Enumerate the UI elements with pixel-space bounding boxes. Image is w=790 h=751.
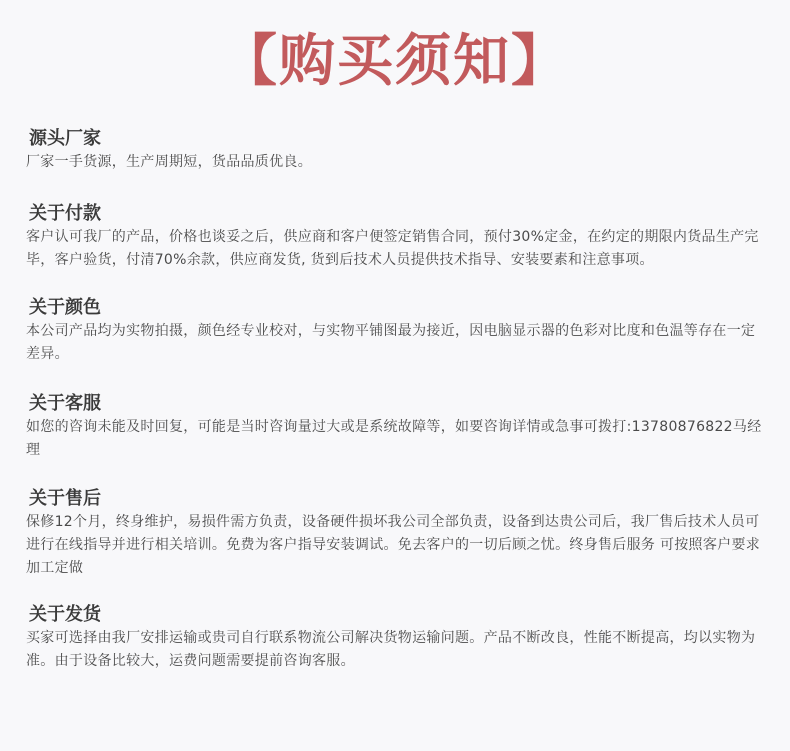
section-heading: 关于发货: [29, 604, 101, 625]
section-color: [26, 296, 766, 366]
section-body: 厂家一手货源，生产周期短，货品品质优良。: [26, 154, 312, 170]
section-source-factory: [26, 127, 766, 174]
section-payment: [26, 202, 766, 272]
section-heading: 关于客服: [29, 393, 101, 414]
section-body: 本公司产品均为实物拍摄，颜色经专业校对，与实物平铺图最为接近，因电脑显示器的色彩对比度和色温等存在一定差异。: [26, 323, 756, 362]
section-customer-service: [26, 392, 766, 462]
section-body: 保修12个月，终身维护，易损件需方负责，设备硬件损坏我公司全部负责，设备到达贵公司后，我厂售后技术人员可进行在线指导并进行相关培训。免费为客户指导安装调试。免去客户的一切后顾之忧。终身售后服务 可按照客户要求加工定做: [26, 514, 761, 576]
section-heading: 关于售后: [29, 488, 101, 509]
section-body: 客户认可我厂的产品，价格也谈妥之后，供应商和客户便签定销售合同，预付30%定金，在约定的期限内货品生产完毕，客户验货，付清70%余款，供应商发货, 货到后技术人员提供技术指导、安装要素和注意事项。: [26, 229, 759, 268]
section-body: 如您的咨询未能及时回复，可能是当时咨询量过大或是系统故障等，如要咨询详情或急事可拨打:13780876822马经理: [26, 419, 762, 458]
section-heading: 关于付款: [29, 203, 101, 224]
section-body: 买家可选择由我厂安排运输或贵司自行联系物流公司解决货物运输问题。产品不断改良，性能不断提高，均以实物为准。由于设备比较大，运费问题需要提前咨询客服。: [26, 630, 756, 669]
section-shipping: [26, 603, 766, 673]
section-after-sales: [26, 487, 766, 580]
page-title: 【购买须知】: [221, 29, 569, 94]
section-heading: 源头厂家: [29, 128, 101, 149]
section-heading: 关于颜色: [29, 297, 101, 318]
